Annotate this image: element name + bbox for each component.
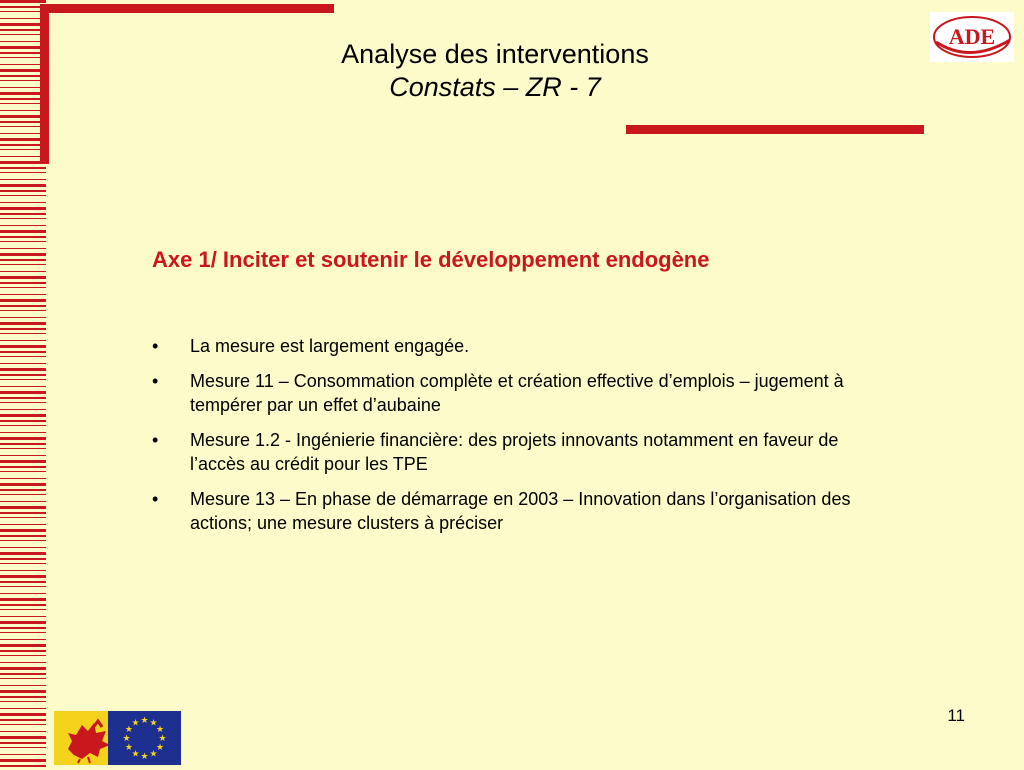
list-item-text: Mesure 11 – Consommation complète et création effective d’emplois – jugement à tempérer par un effet d’aubaine <box>190 371 844 415</box>
ade-logo-icon <box>930 12 1014 62</box>
eu-star-icon: ★ <box>124 724 133 734</box>
eu-star-icon: ★ <box>140 751 149 761</box>
bullet-list <box>152 334 887 546</box>
eu-star-icon: ★ <box>140 715 149 725</box>
eu-star-icon: ★ <box>149 748 158 759</box>
list-item-text: Mesure 1.2 - Ingénierie financière: des projets innovants notamment en faveur de l’accès au crédit pour les TPE <box>190 430 839 474</box>
bullet-icon: • <box>152 489 159 509</box>
list-item <box>152 428 887 476</box>
eu-star-icon: ★ <box>156 724 165 734</box>
eu-star-icon: ★ <box>122 733 131 743</box>
eu-star-icon: ★ <box>158 733 167 743</box>
list-item-text: La mesure est largement engagée. <box>190 336 470 356</box>
bullet-icon: • <box>152 430 159 450</box>
page-number: 11 <box>947 706 965 725</box>
list-item <box>152 487 887 535</box>
eu-star-icon: ★ <box>131 717 140 728</box>
list-item <box>152 369 887 417</box>
right-red-bar <box>626 125 924 134</box>
bullet-icon: • <box>152 371 159 391</box>
section-heading: Axe 1/ Inciter et soutenir le développement endogène <box>152 247 710 272</box>
bullet-icon: • <box>152 336 159 356</box>
top-red-bar <box>40 4 334 13</box>
slide-subtitle: Constats – ZR - 7 <box>389 72 601 102</box>
list-item-text: Mesure 13 – En phase de démarrage en 2003 – Innovation dans l’organisation des actions; une mesure clusters à préciser <box>190 489 851 533</box>
left-red-bar <box>40 4 49 164</box>
eu-star-icon: ★ <box>124 742 133 752</box>
slide-title <box>240 38 750 104</box>
eu-star-icon: ★ <box>149 717 158 728</box>
european-union-flag-icon <box>108 711 181 765</box>
eu-star-icon: ★ <box>131 748 140 759</box>
list-item <box>152 334 887 358</box>
eu-star-icon: ★ <box>156 742 165 752</box>
slide-title-line1: Analyse des interventions <box>341 39 649 69</box>
ade-logo-text: ADE <box>948 24 996 49</box>
